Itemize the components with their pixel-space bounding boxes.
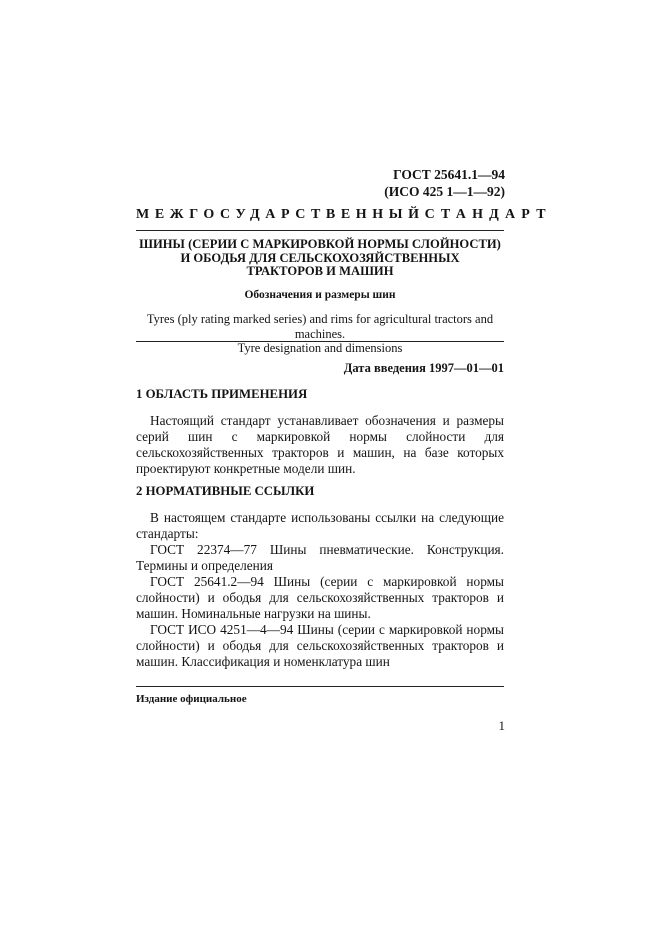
english-title-line-2: Tyre designation and dimensions <box>237 341 403 355</box>
title-line-3: ТРАКТОРОВ И МАШИН <box>246 264 394 278</box>
section-body-references <box>136 510 504 670</box>
divider-top <box>136 230 504 231</box>
section-heading-scope: 1 ОБЛАСТЬ ПРИМЕНЕНИЯ <box>136 387 308 401</box>
divider-title-bottom <box>136 341 504 342</box>
document-title <box>136 238 504 279</box>
page-number: 1 <box>498 718 505 733</box>
introduction-date: Дата введения 1997—01—01 <box>343 361 504 375</box>
banner-word-interstate: МЕЖГОСУДАРСТВЕННЫЙ <box>136 207 425 222</box>
standard-code: ГОСТ 25641.1—94 <box>393 167 505 182</box>
section-heading-references: 2 НОРМАТИВНЫЕ ССЫЛКИ <box>136 484 315 498</box>
paragraph: В настоящем стандарте использованы ссылки на следующие стандарты: <box>136 510 504 541</box>
section-body-scope <box>136 413 504 477</box>
title-line-2: И ОБОДЬЯ ДЛЯ СЕЛЬСКОХОЗЯЙСТВЕННЫХ <box>180 250 460 265</box>
interstate-standard-banner <box>136 207 552 223</box>
reference-item: ГОСТ 25641.2—94 Шины (серии с маркировкой нормы слойности) и ободья для сельскохозяйственных тракторов и машин. Номинальные нагрузки на шины. <box>136 574 504 621</box>
reference-item: ГОСТ 22374—77 Шины пневматические. Конструкция. Термины и определения <box>136 542 504 573</box>
reference-item: ГОСТ ИСО 4251—4—94 Шины (серии с маркировкой нормы слойности) и ободья для сельскохозяйственных тракторов и машин. Классификация и номенклатура шин <box>136 622 504 669</box>
paragraph: Настоящий стандарт устанавливает обозначения и размеры серий шин с маркировкой нормы слойности для сельскохозяйственных тракторов и машин, на базе которых проектируют конкретные модели шин. <box>136 413 504 476</box>
iso-code: (ИСО 425 1—1—92) <box>384 184 505 199</box>
official-edition-note: Издание официальное <box>136 693 247 705</box>
title-line-1: ШИНЫ (СЕРИИ С МАРКИРОВКОЙ НОРМЫ СЛОЙНОСТИ) <box>139 237 501 251</box>
banner-word-standard: СТАНДАРТ <box>424 207 552 222</box>
document-subtitle: Обозначения и размеры шин <box>244 289 396 301</box>
english-title <box>136 312 504 356</box>
english-title-line-1: Tyres (ply rating marked series) and rims for agricultural tractors and machines. <box>146 312 494 341</box>
divider-footer <box>136 686 504 687</box>
